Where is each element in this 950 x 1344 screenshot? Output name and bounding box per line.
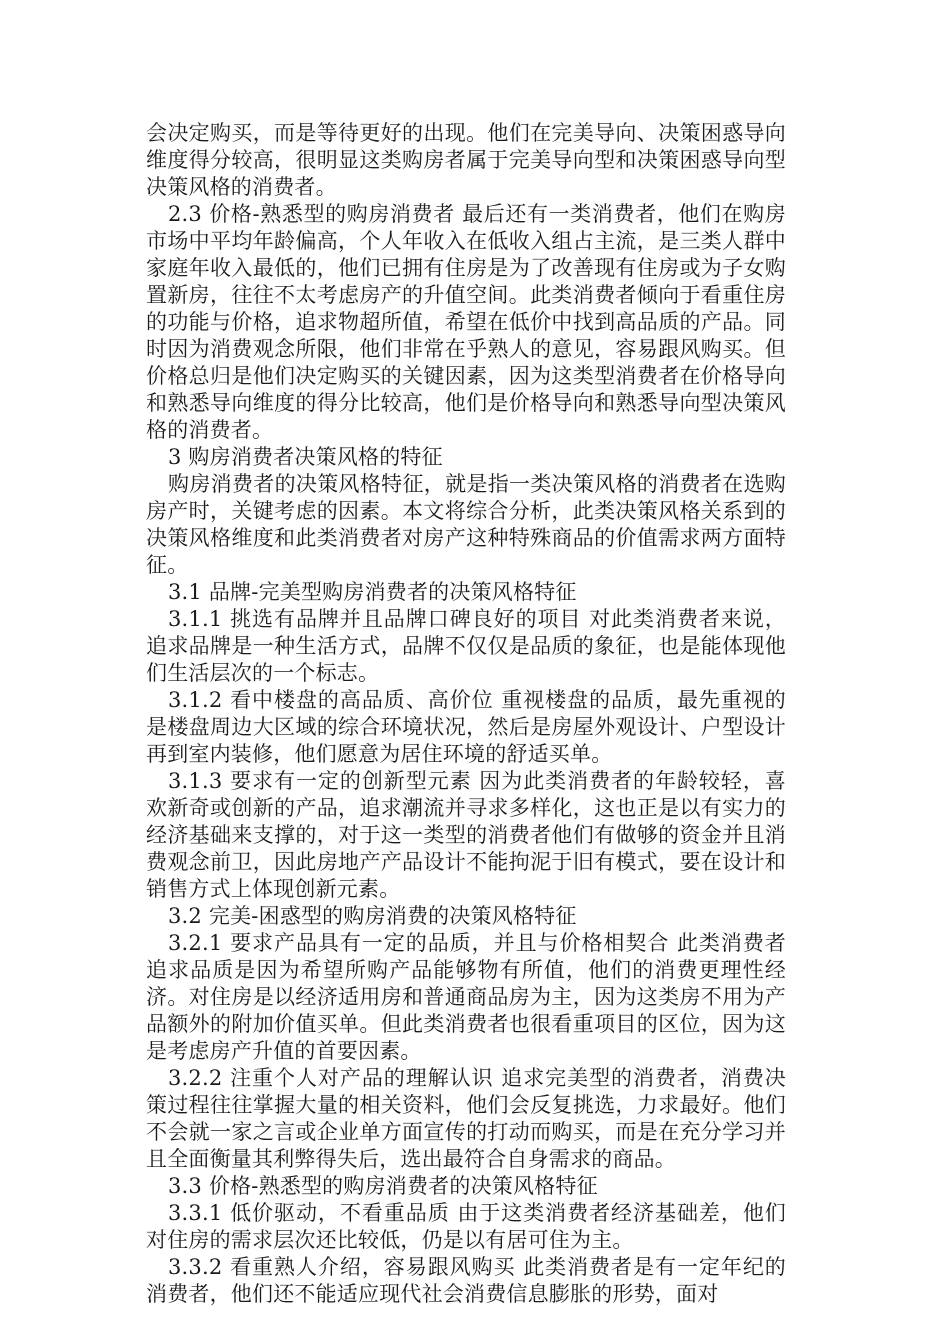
body-paragraph: 2.3 价格-熟悉型的购房消费者 最后还有一类消费者，他们在购房市场中平均年龄偏高，个人年收入在低收入组占主流，是三类人群中家庭年收入最低的，他们已拥有住房是为了改善现有住房或为子女购置新房，往往不太考虑房产的升值空间。此类消费者倾向于看重住房的功能与价格，追求物超所值，希望在低价中找到高品质的产品。同时因为消费观念所限，他们非常在乎熟人的意见，容易跟风购买。但价格总归是他们决定购买的关键因素，因为这类型消费者在价格导向和熟悉导向维度的得分比较高，他们是价格导向和熟悉导向型决策风格的消费者。	[146, 202, 786, 442]
body-paragraph: 3.1.3 要求有一定的创新型元素 因为此类消费者的年龄较轻，喜欢新奇或创新的产品，追求潮流并寻求多样化，这也正是以有实力的经济基础来支撑的，对于这一类型的消费者他们有做够的资金并且消费观念前卫，因此房地产产品设计不能拘泥于旧有模式，要在设计和销售方式上体现创新元素。	[146, 769, 786, 901]
section-heading: 3 购房消费者决策风格的特征	[168, 445, 443, 469]
body-paragraph: 3.1.2 看中楼盘的高品质、高价位 重视楼盘的品质，最先重视的是楼盘周边大区域的综合环境状况，然后是房屋外观设计、户型设计再到室内装修，他们愿意为居住环境的舒适买单。	[146, 688, 786, 766]
subsection-heading: 3.3 价格-熟悉型的购房消费者的决策风格特征	[168, 1174, 598, 1198]
subsection-heading: 3.2 完美-困惑型的购房消费的决策风格特征	[168, 904, 577, 928]
body-paragraph: 3.2.1 要求产品具有一定的品质，并且与价格相契合 此类消费者追求品质是因为希望所购产品能够物有所值，他们的消费更理性经济。对住房是以经济适用房和普通商品房为主，因为这类房不用为产品额外的附加价值买单。但此类消费者也很看重项目的区位，因为这是考虑房产升值的首要因素。	[146, 931, 786, 1063]
body-paragraph: 3.1.1 挑选有品牌并且品牌口碑良好的项目 对此类消费者来说，追求品牌是一种生活方式，品牌不仅仅是品质的象征，也是能体现他们生活层次的一个标志。	[146, 607, 786, 685]
document-page	[146, 120, 786, 1308]
body-paragraph: 购房消费者的决策风格特征，就是指一类决策风格的消费者在选购房产时，关键考虑的因素。本文将综合分析，此类决策风格关系到的决策风格维度和此类消费者对房产这种特殊商品的价值需求两方面特征。	[146, 472, 786, 577]
subsection-heading: 3.1 品牌-完美型购房消费者的决策风格特征	[168, 580, 577, 604]
body-paragraph: 3.2.2 注重个人对产品的理解认识 追求完美型的消费者，消费决策过程往往掌握大量的相关资料，他们会反复挑选，力求最好。他们不会就一家之言或企业单方面宣传的打动而购买，而是在充分学习并且全面衡量其利弊得失后，选出最符合自身需求的商品。	[146, 1066, 786, 1171]
body-paragraph: 3.3.2 看重熟人介绍，容易跟风购买 此类消费者是有一定年纪的消费者，他们还不能适应现代社会消费信息膨胀的形势，面对	[146, 1255, 786, 1306]
body-paragraph: 3.3.1 低价驱动，不看重品质 由于这类消费者经济基础差，他们对住房的需求层次还比较低，仍是以有居可住为主。	[146, 1201, 786, 1252]
body-paragraph: 会决定购买，而是等待更好的出现。他们在完美导向、决策困惑导向维度得分较高，很明显这类购房者属于完美导向型和决策困惑导向型决策风格的消费者。	[146, 121, 786, 199]
